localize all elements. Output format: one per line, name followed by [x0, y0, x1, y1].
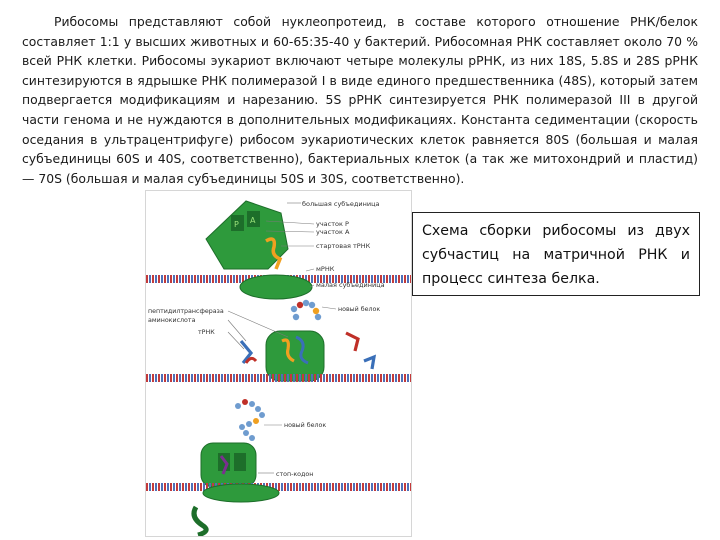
stage-3-termination — [146, 399, 411, 535]
mrna-strand-2 — [146, 374, 411, 382]
stage-2-elongation — [146, 300, 411, 382]
label-large-subunit: большая субъединица — [302, 200, 380, 208]
label-stop-codon: стоп-кодон — [276, 471, 314, 478]
label-site-p: участок Р — [316, 220, 349, 228]
label-start-trna: стартовая тРНК — [316, 242, 371, 250]
caption-text: Схема сборки рибосомы из двух субчастиц на матричной РНК и процесс синтеза белка. — [422, 223, 690, 287]
leaving-trna-red — [346, 333, 358, 351]
label-small-subunit: малая субъединица — [316, 281, 385, 289]
label-peptidyl-transferase: пептидилтрансфераза — [148, 308, 224, 315]
leaving-trna-blue — [364, 357, 374, 369]
dissociating-subunit — [194, 507, 206, 535]
main-text-block — [22, 12, 698, 188]
mrna-strand-3 — [146, 483, 411, 491]
ribosome-elongation — [266, 331, 324, 381]
label-new-protein-top: новый белок — [338, 306, 381, 313]
site-a-letter: A — [250, 216, 256, 225]
body-paragraph: Рибосомы представляют собой нуклеопротеид, в составе которого отношение РНК/белок составляет 1:1 у высших животных и 60-65:35-40 у бактерий. Рибосомная РНК составляет около 70 % всей РНК клетки. Рибосомы эукариот включают четыре молекулы рРНК, из них 18S, 5.8S и 28S рРНК синтезируются в ядрышке РНК полимеразой I в виде единого предшественника (48S), который затем подвергается модификациям и нарезанию. 5S рРНК синтезируется РНК полимеразой III в другой части генома и не нуждаются в дополнительных модификациях. Константа седиментации (скорость оседания в ультрацентрифуге) рибосом эукариотических клеток равняется 80S (большая и малая субъединицы 60S и 40S, соответственно), бактериальных клеток (а так же митохондрий и пластид) — 70S (большая и малая субъединицы 50S и 30S, соответственно). — [22, 14, 698, 186]
ribosome-diagram-svg — [146, 191, 411, 536]
caption-box — [412, 212, 700, 296]
stage-1-initiation — [146, 200, 411, 299]
label-site-a: участок А — [316, 228, 350, 236]
label-trna: тРНК — [198, 329, 215, 336]
small-subunit-shape — [240, 275, 312, 299]
growing-peptide-chain — [291, 300, 321, 320]
site-p-letter: P — [234, 220, 239, 229]
label-new-protein-bottom: новый белок — [284, 422, 327, 429]
released-protein-chain — [235, 399, 265, 441]
label-amino-acid: аминокислота — [148, 317, 196, 324]
label-mrna: мРНК — [316, 265, 335, 273]
ribosome-diagram — [145, 190, 412, 537]
small-subunit-release — [203, 484, 279, 502]
